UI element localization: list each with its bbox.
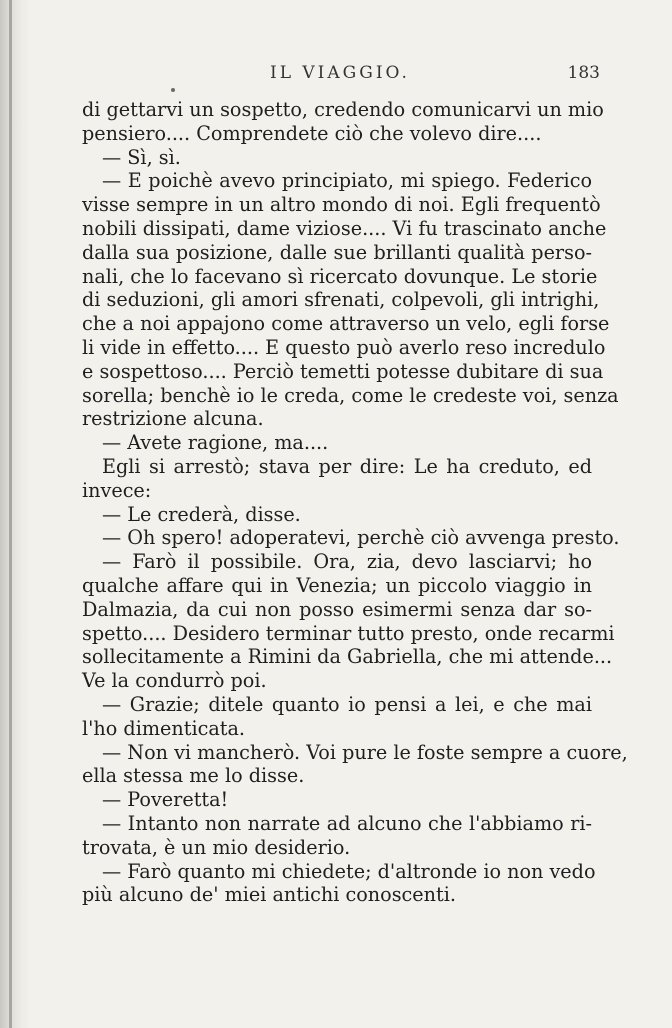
text-line: pensiero.... Comprendete ciò che volevo dire.... <box>82 121 542 145</box>
text-line: e sospettoso.... Perciò temetti potesse dubitare di sua <box>82 359 604 383</box>
text-line: — Le crederà, disse. <box>102 502 301 526</box>
text-line: di seduzioni, gli amori sfrenati, colpevoli, gli intrighi, <box>82 288 600 312</box>
text-line: — Intanto non narrate ad alcuno che l'abbiamo ri- <box>102 811 592 835</box>
text-line: Egli si arrestò; stava per dire: Le ha creduto, ed <box>102 454 592 478</box>
running-title: IL VIAGGIO. <box>270 63 410 83</box>
text-line: più alcuno de' miei antichi conoscenti. <box>82 883 456 907</box>
text-line: trovata, è un mio desiderio. <box>82 835 351 859</box>
text-line: Ve la condurrò poi. <box>82 669 267 693</box>
text-line: nali, che lo facevano sì ricercato dovunque. Le storie <box>82 264 598 288</box>
text-line: — E poichè avevo principiato, mi spiego. Federico <box>102 169 592 193</box>
binding-edge <box>9 0 12 1028</box>
text-line: nobili dissipati, dame viziose.... Vi fu trascinato anche <box>82 216 607 240</box>
body-text <box>82 98 628 907</box>
text-line: dalla sua posizione, dalle sue brillanti qualità perso- <box>82 240 592 264</box>
text-line: di gettarvi un sospetto, credendo comunicarvi un mio <box>82 98 604 121</box>
text-line: invece: <box>82 478 152 502</box>
text-line: — Grazie; ditele quanto io pensi a lei, e che mai <box>102 692 592 716</box>
text-line: l'ho dimenticata. <box>82 716 246 740</box>
text-line: — Sì, sì. <box>102 145 181 169</box>
text-line: spetto.... Desidero terminar tutto presto, onde recarmi <box>82 621 615 645</box>
text-line: — Farò il possibile. Ora, zia, devo lasciarvi; ho <box>102 550 592 574</box>
text-line: sorella; benchè io le creda, come le credeste voi, senza <box>82 383 619 407</box>
text-line: sollecitamente a Rimini da Gabriella, che mi attende... <box>82 645 613 669</box>
page-header <box>80 63 600 91</box>
text-line: qualche affare qui in Venezia; un piccolo viaggio in <box>82 573 592 597</box>
text-line: — Farò quanto mi chiedete; d'altronde io non vedo <box>102 859 596 883</box>
text-line: che a noi appajono come attraverso un velo, egli forse <box>82 312 610 336</box>
binding-shadow <box>0 0 30 1028</box>
text-line: — Poveretta! <box>102 788 229 812</box>
text-line: — Oh spero! adoperatevi, perchè ciò avvenga presto. <box>102 526 620 550</box>
text-line: — Non vi mancherò. Voi pure le foste sempre a cuore, <box>102 740 628 764</box>
text-line: Dalmazia, da cui non posso esimermi senza dar so- <box>82 597 592 621</box>
text-line: visse sempre in un altro mondo di noi. Egli frequentò <box>82 193 601 217</box>
text-line: — Avete ragione, ma.... <box>102 431 329 455</box>
text-line: li vide in effetto.... E questo può averlo reso incredulo <box>82 335 606 359</box>
page-number: 183 <box>567 63 600 83</box>
text-line: ella stessa me lo disse. <box>82 764 305 788</box>
text-line: restrizione alcuna. <box>82 407 264 431</box>
